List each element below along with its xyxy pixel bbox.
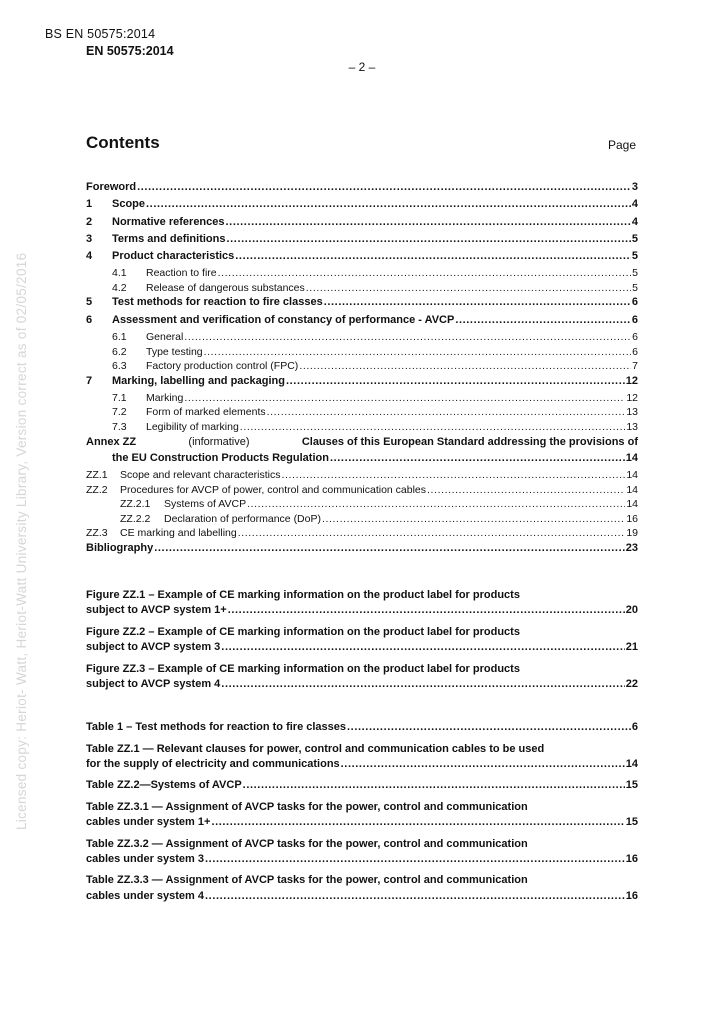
table-title-line1: Table ZZ.3.2 — Assignment of AVCP tasks for the power, control and communication <box>86 837 528 850</box>
toc-entry-page: 14 <box>626 498 638 511</box>
toc-entry-annex-zz[interactable] <box>86 436 638 469</box>
toc-entry-zz2[interactable] <box>86 484 638 499</box>
toc-entry-dangerous-substances[interactable] <box>86 282 638 297</box>
toc-entry-page: 13 <box>626 406 638 419</box>
figure-title-line1: Figure ZZ.3 – Example of CE marking information on the product label for products <box>86 662 520 675</box>
toc-entry-number: 7.1 <box>112 391 127 404</box>
toc-entry-scope[interactable] <box>86 198 638 215</box>
toc-entry-number: 1 <box>86 198 93 211</box>
toc-entry-page: 5 <box>631 232 638 245</box>
figure-page: 22 <box>625 678 638 691</box>
table-page: 6 <box>631 721 638 734</box>
toc-entry-number: 7.2 <box>112 406 127 419</box>
table-page: 15 <box>625 816 638 829</box>
table-title-line2: for the supply of electricity and communications <box>86 758 340 771</box>
figure-page: 20 <box>625 604 638 617</box>
license-watermark: Licensed copy: Heriot- Watt, Heriot-Watt University Library, Version correct as of 02/05/2016 <box>14 252 29 830</box>
toc-entry-number: ZZ.1 <box>86 469 108 482</box>
table-entry-zz1[interactable] <box>86 743 638 776</box>
toc-entry-page: 12 <box>626 391 638 404</box>
toc-entry-number: 7.3 <box>112 420 127 433</box>
toc-entry-general[interactable] <box>86 331 638 346</box>
toc-entry-label: Marking <box>146 391 184 404</box>
table-page: 16 <box>625 853 638 866</box>
toc-entry-reaction-to-fire[interactable] <box>86 267 638 282</box>
toc-entry-label: Product characteristics <box>112 250 235 263</box>
figure-page: 21 <box>625 641 638 654</box>
toc-entry-number: 4 <box>86 250 93 263</box>
toc-entry-marked-elements[interactable] <box>86 406 638 421</box>
toc-entry-page: 4 <box>631 215 638 228</box>
page-number: – 2 – <box>348 60 376 74</box>
toc-entry-zz3[interactable] <box>86 527 638 542</box>
toc-entry-page: 4 <box>631 198 638 211</box>
toc-entry-bibliography[interactable] <box>86 542 638 559</box>
figure-title-line2: subject to AVCP system 3 <box>86 641 221 654</box>
toc-entry-page: 6 <box>632 331 638 344</box>
toc-entry-number: ZZ.2.2 <box>120 512 151 525</box>
toc-entry-number: 7 <box>86 374 93 387</box>
toc-entry-number: 4.2 <box>112 281 127 294</box>
annex-prefix: Annex ZZ <box>86 436 137 449</box>
figure-title-line1: Figure ZZ.2 – Example of CE marking information on the product label for products <box>86 625 520 638</box>
toc-entry-label: Reaction to fire <box>146 267 217 280</box>
table-page: 14 <box>625 758 638 771</box>
toc-entry-page: 6 <box>631 313 638 326</box>
toc-entry-label: Scope <box>112 198 146 211</box>
toc-entry-number: 3 <box>86 232 93 245</box>
toc-entry-page: 14 <box>625 451 638 464</box>
table-title-line1: Table 1 – Test methods for reaction to fire classes <box>86 721 347 734</box>
figure-title-line1: Figure ZZ.1 – Example of CE marking information on the product label for products <box>86 588 520 601</box>
toc-entry-label: General <box>146 331 184 344</box>
toc-entry-page: 16 <box>626 512 638 525</box>
toc-entry-page: 13 <box>626 420 638 433</box>
toc-entry-page: 14 <box>626 469 638 482</box>
toc-entry-zz1[interactable] <box>86 469 638 484</box>
figure-entry-zz3[interactable] <box>86 663 638 696</box>
toc-entry-marking-labelling[interactable] <box>86 375 638 392</box>
toc-entry-page: 6 <box>632 345 638 358</box>
table-entry-1[interactable] <box>86 721 638 738</box>
toc-entry-number: 2 <box>86 215 93 228</box>
toc-entry-label: Declaration of performance (DoP) <box>164 512 321 525</box>
table-title-line1: Table ZZ.2—Systems of AVCP <box>86 779 242 792</box>
toc-entry-number: 6.1 <box>112 331 127 344</box>
toc-entry-marking[interactable] <box>86 392 638 407</box>
annex-title-line2: the EU Construction Products Regulation <box>112 451 329 464</box>
figure-entry-zz2[interactable] <box>86 626 638 659</box>
toc-entry-label: Test methods for reaction to fire classes <box>112 296 323 309</box>
toc-entry-type-testing[interactable] <box>86 346 638 361</box>
toc-entry-avcp[interactable] <box>86 314 638 331</box>
table-entry-zz3-1[interactable] <box>86 801 638 834</box>
table-entry-zz2[interactable] <box>86 779 638 796</box>
toc-entry-label: Legibility of marking <box>146 420 239 433</box>
figure-title-line2: subject to AVCP system 1+ <box>86 604 227 617</box>
toc-entry-page: 14 <box>626 483 638 496</box>
table-entry-zz3-3[interactable] <box>86 874 638 907</box>
table-page: 15 <box>625 779 638 792</box>
toc-entry-label: Release of dangerous substances <box>146 281 305 294</box>
standard-code-secondary: EN 50575:2014 <box>86 44 174 58</box>
toc-entry-label: Procedures for AVCP of power, control and communication cables <box>120 483 427 496</box>
toc-entry-zz2-2[interactable] <box>86 513 638 528</box>
toc-entry-label: Assessment and verification of constancy of performance - AVCP <box>112 313 455 326</box>
toc-entry-label: Marking, labelling and packaging <box>112 374 285 387</box>
toc-entry-label: Form of marked elements <box>146 406 266 419</box>
toc-entry-number: 5 <box>86 296 93 309</box>
toc-entry-page: 12 <box>625 374 638 387</box>
toc-entry-page: 5 <box>632 267 638 280</box>
table-title-line1: Table ZZ.3.3 — Assignment of AVCP tasks for the power, control and communication <box>86 874 528 887</box>
table-entry-zz3-2[interactable] <box>86 838 638 871</box>
toc-entry-number: ZZ.2.1 <box>120 498 151 511</box>
table-title-line1: Table ZZ.1 — Relevant clauses for power, control and communication cables to be used <box>86 742 545 755</box>
contents-title: Contents <box>86 133 160 152</box>
toc-entry-number: 4.1 <box>112 267 127 280</box>
figure-title-line2: subject to AVCP system 4 <box>86 678 221 691</box>
table-title-line2: cables under system 1+ <box>86 816 211 829</box>
standard-code-primary: BS EN 50575:2014 <box>45 27 156 41</box>
toc-entry-label: Systems of AVCP <box>164 498 247 511</box>
toc-entry-product-characteristics[interactable] <box>86 250 638 267</box>
toc-entry-label: Scope and relevant characteristics <box>120 469 281 482</box>
figure-entry-zz1[interactable] <box>86 589 638 622</box>
toc-entry-label: Foreword <box>86 181 137 193</box>
table-page: 16 <box>625 889 638 902</box>
table-of-contents <box>86 181 638 911</box>
table-title-line2: cables under system 4 <box>86 889 205 902</box>
toc-entry-page: 19 <box>626 527 638 540</box>
annex-title-line1: Clauses of this European Standard addressing the provisions of <box>301 436 638 449</box>
toc-entry-foreword[interactable] <box>86 181 638 198</box>
toc-entry-label: Factory production control (FPC) <box>146 360 299 373</box>
toc-entry-label: CE marking and labelling <box>120 527 237 540</box>
toc-entry-label: Terms and definitions <box>112 232 226 245</box>
toc-entry-number: 6 <box>86 313 93 326</box>
toc-entry-normative-references[interactable] <box>86 216 638 233</box>
toc-entry-number: 6.2 <box>112 345 127 358</box>
table-title-line1: Table ZZ.3.1 — Assignment of AVCP tasks for the power, control and communication <box>86 800 528 813</box>
toc-entry-page: 7 <box>632 360 638 373</box>
toc-entry-terms[interactable] <box>86 233 638 250</box>
toc-entry-number: 6.3 <box>112 360 127 373</box>
toc-entry-fpc[interactable] <box>86 360 638 375</box>
toc-entry-page: 5 <box>631 250 638 263</box>
table-title-line2: cables under system 3 <box>86 853 205 866</box>
toc-entry-test-methods[interactable] <box>86 296 638 313</box>
annex-type: (informative) <box>188 436 250 449</box>
toc-entry-number: ZZ.2 <box>86 483 108 496</box>
page-column-label: Page <box>608 138 637 152</box>
toc-entry-label: Type testing <box>146 345 203 358</box>
toc-entry-zz2-1[interactable] <box>86 498 638 513</box>
toc-entry-page: 23 <box>625 541 638 554</box>
toc-entry-page: 6 <box>631 296 638 309</box>
toc-entry-page: 5 <box>632 281 638 294</box>
toc-entry-legibility[interactable] <box>86 421 638 436</box>
toc-entry-page: 3 <box>631 181 638 193</box>
toc-entry-label: Normative references <box>112 215 225 228</box>
toc-entry-number: ZZ.3 <box>86 527 108 540</box>
toc-entry-label: Bibliography <box>86 541 154 554</box>
